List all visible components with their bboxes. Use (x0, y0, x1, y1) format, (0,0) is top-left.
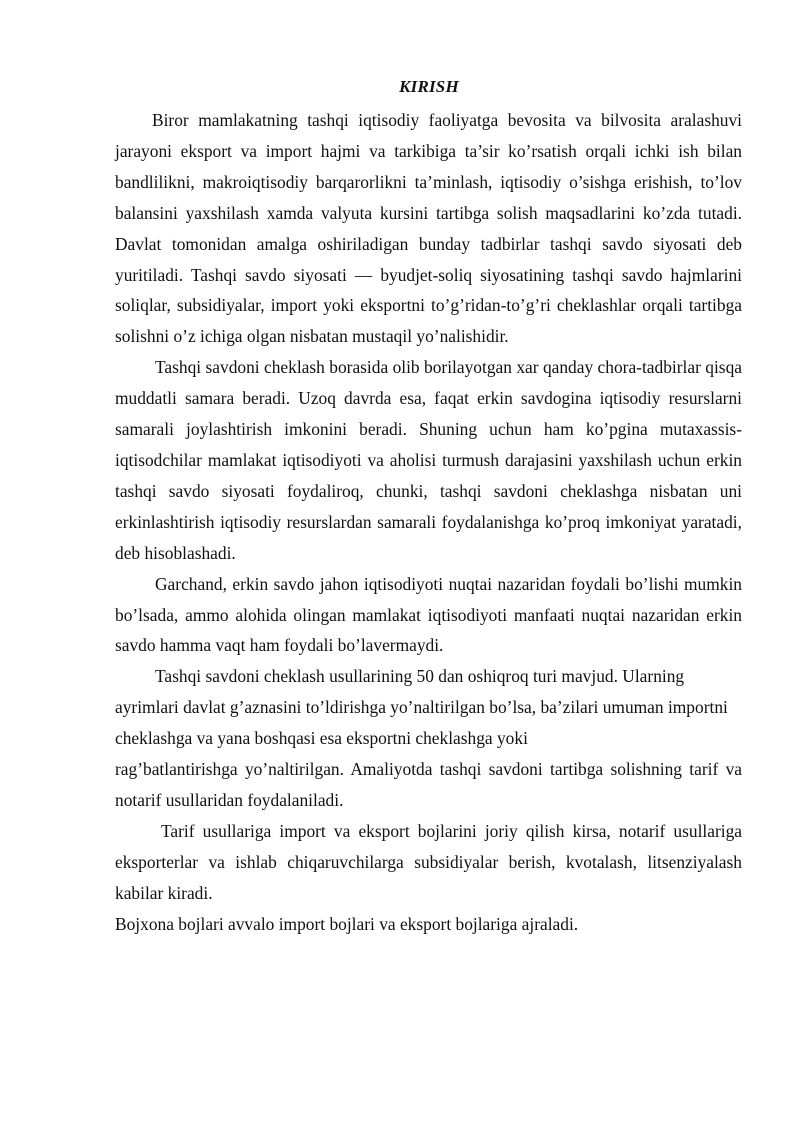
paragraph-5: rag’batlantirishga yo’naltirilgan. Amaliyotda tashqi savdoni tartibga solishning tarif va notarif usullaridan foydalaniladi. (115, 759, 742, 810)
paragraph-7: Bojxona bojlari avvalo import bojlari va eksport bojlariga ajraladi. (115, 913, 579, 934)
paragraph-6: Tarif usullariga import va eksport bojlarini joriy qilish kirsa, notarif usullariga eksporterlar va ishlab chiqaruvchilarga subsidiyalar berish, kvotalash, litsenziyalash kabilar kiradi. (115, 820, 742, 903)
document-body (115, 105, 742, 939)
paragraph-2: Tashqi savdoni cheklash borasida olib borilayotgan xar qanday chora-tadbirlar qisqa muddatli samara beradi. Uzoq davrda esa, faqat erkin savdogina iqtisodiy resurslarni samarali joylashtirish imkonini beradi. Shuning uchun ham ko’pgina mutaxassis-iqtisodchilar mamlakat iqtisodiyoti va aholisi turmush darajasini yaxshilash uchun erkin tashqi savdo siyosati foydaliroq, chunki, tashqi savdoni cheklashga nisbatan uni erkinlashtirish iqtisodiy resurslardan samarali foydalanishga ko’proq imkoniyat yaratadi, deb hisoblashadi. (115, 357, 742, 563)
paragraph-4: Tashqi savdoni cheklash usullarining 50 dan oshiqroq turi mavjud. Ularning ayrimlari davlat g’aznasini to’ldirishga yo’naltirilgan bo’lsa, ba’zilari umuman importni cheklashga va yana boshqasi esa eksportni cheklashga yoki (115, 666, 728, 749)
paragraph-1: Biror mamlakatning tashqi iqtisodiy faoliyatga bevosita va bilvosita aralashuvi jarayoni eksport va import hajmi va tarkibiga ta’sir ko’rsatish orqali ichki ish bilan bandlilikni, makroiqtisodiy barqarorlikni ta’minlash, iqtisodiy o’sishga erishish, to’lov balansini yaxshilash xamda valyuta kursini tartibga solish maqsadlarini ko’zda tutadi. Davlat tomonidan amalga oshiriladigan bunday tadbirlar tashqi savdo siyosati deb yuritiladi. Tashqi savdo siyosati — byudjet-soliq siyosatining tashqi savdo hajmlarini soliqlar, subsidiyalar, import yoki eksportni to’g’ridan-to’g’ri cheklashlar orqali tartibga solishni o’z ichiga olgan nisbatan mustaqil yo’nalishidir. (115, 110, 742, 347)
page-title: KIRISH (399, 77, 459, 96)
paragraph-3: Garchand, erkin savdo jahon iqtisodiyoti nuqtai nazaridan foydali bo’lishi mumkin bo’lsada, ammo alohida olingan mamlakat iqtisodiyoti manfaati nuqtai nazaridan erkin savdo hamma vaqt ham foydali bo’lavermaydi. (115, 573, 742, 656)
